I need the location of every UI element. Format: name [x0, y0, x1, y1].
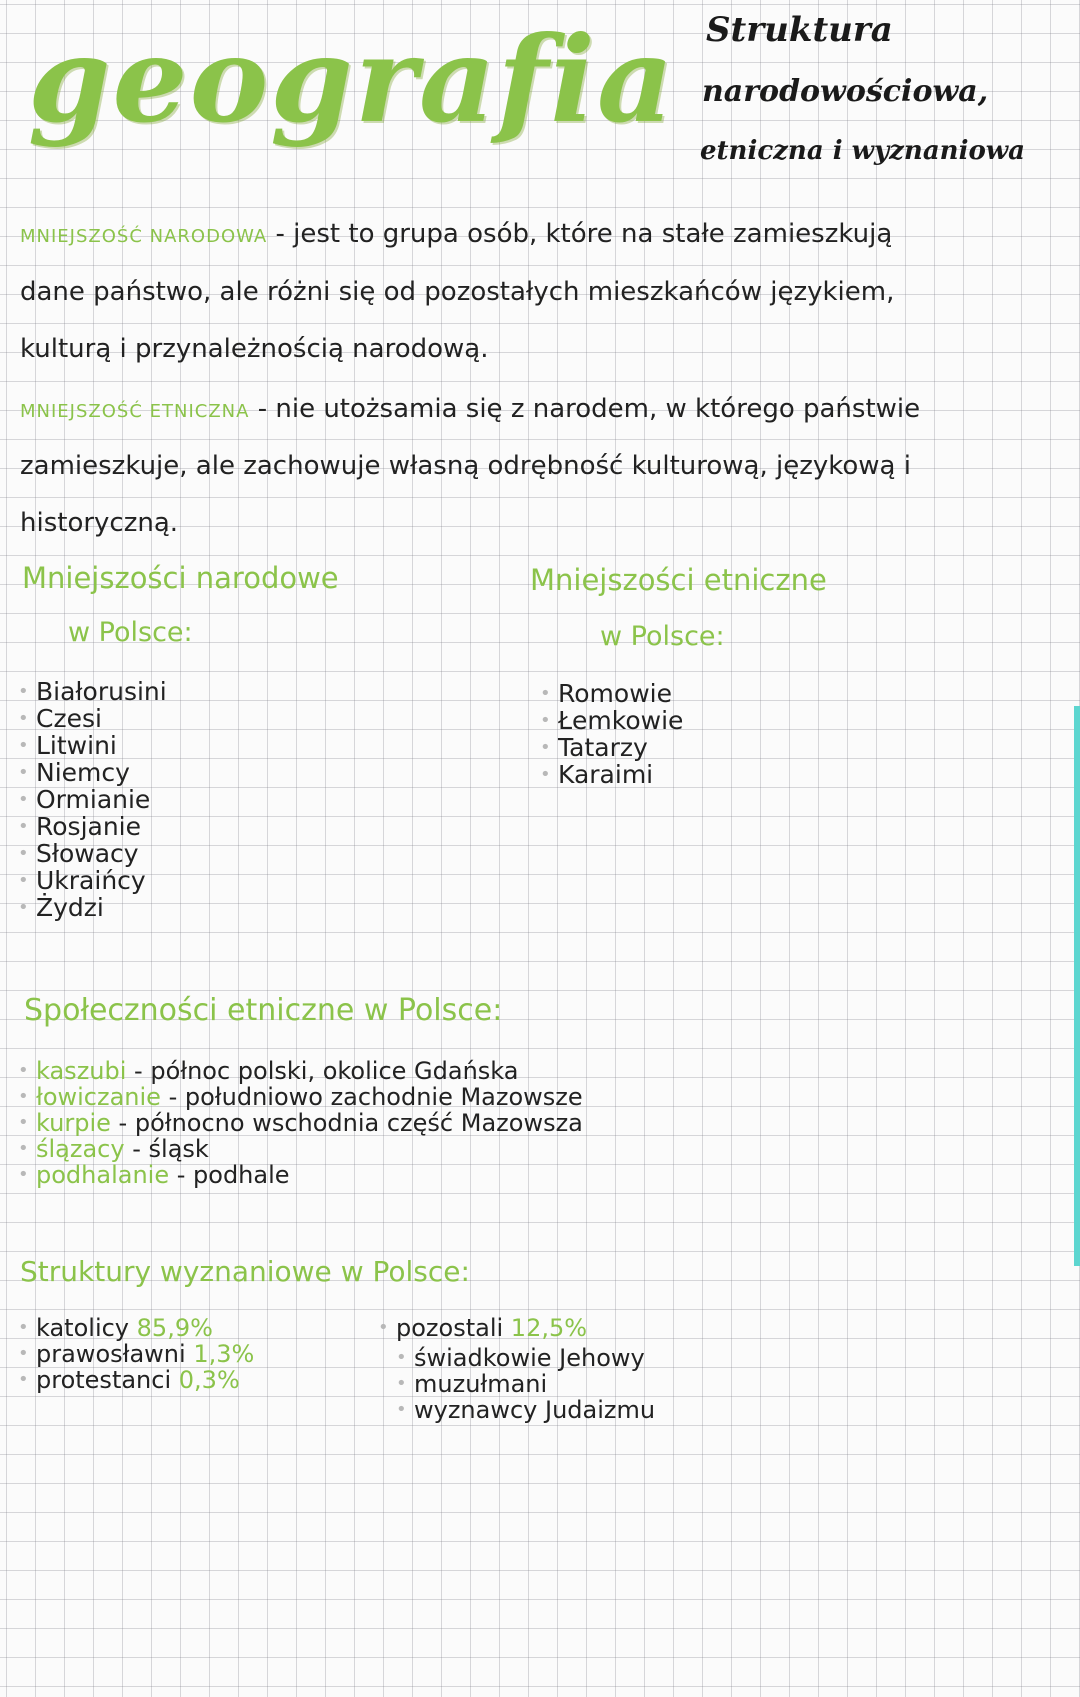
list-item: • wyznawcy Judaizmu — [396, 1397, 655, 1423]
list-item: • Żydzi — [18, 894, 167, 921]
list-item — [18, 1315, 254, 1341]
list-item: • Łemkowie — [540, 707, 683, 734]
page-title: geografia — [28, 10, 676, 149]
definition-term: MNIEJSZOŚĆ NARODOWA — [20, 226, 268, 247]
community-description: - północ polski, okolice Gdańska — [134, 1057, 519, 1085]
definition-text: - nie utożsamia się z narodem, w którego państwie — [257, 394, 921, 424]
religion-name: prawosławni — [36, 1340, 186, 1368]
list-item — [18, 1136, 583, 1162]
religion-others-examples — [396, 1345, 655, 1423]
list-item: • świadkowie Jehowy — [396, 1345, 655, 1371]
definition-ethnic-line-3: historyczną. — [20, 508, 179, 538]
religion-name: protestanci — [36, 1366, 172, 1394]
list-item: • Ormianie — [18, 786, 167, 813]
religion-value: 85,9% — [136, 1314, 213, 1342]
definition-national-line-2: dane państwo, ale różni się od pozostałych mieszkańców językiem, — [20, 277, 895, 307]
community-name: kurpie — [36, 1109, 111, 1137]
religion-name: katolicy — [36, 1314, 130, 1342]
community-name: kaszubi — [36, 1057, 127, 1085]
definition-term: MNIEJSZOŚĆ ETNICZNA — [20, 401, 250, 422]
list-item: • Tatarzy — [540, 734, 683, 761]
ethnic-minorities-subheading: w Polsce: — [600, 621, 725, 652]
subtitle-line-3: etniczna i wyznaniowa — [700, 136, 1026, 166]
community-description: - podhale — [176, 1161, 290, 1189]
religion-value: 1,3% — [193, 1340, 255, 1368]
list-item — [18, 1341, 254, 1367]
definition-national-line-1 — [20, 218, 892, 253]
list-item — [378, 1315, 587, 1341]
ethnic-communities-heading: Społeczności etniczne w Polsce: — [24, 993, 503, 1028]
list-item: • Niemcy — [18, 759, 167, 786]
list-item — [18, 1058, 583, 1084]
list-item — [18, 1110, 583, 1136]
definition-national-line-3: kulturą i przynależnością narodową. — [20, 334, 489, 364]
page-edge-marker — [1074, 706, 1080, 1266]
list-item: • Rosjanie — [18, 813, 167, 840]
community-description: - południowo zachodnie Mazowsze — [168, 1083, 583, 1111]
list-item — [18, 1367, 254, 1393]
definition-ethnic-line-1 — [20, 393, 920, 428]
list-item: • Romowie — [540, 680, 683, 707]
list-item: • Ukraińcy — [18, 867, 167, 894]
religious-structure-list — [18, 1315, 254, 1393]
definition-ethnic-line-2: zamieszkuje, ale zachowuje własną odrębność kulturową, językową i — [20, 451, 911, 481]
list-item — [18, 1162, 583, 1188]
list-item — [18, 1084, 583, 1110]
religion-value: 0,3% — [178, 1366, 240, 1394]
religion-others — [378, 1315, 587, 1341]
ethnic-minorities-heading: Mniejszości etniczne — [530, 563, 827, 597]
list-item: • Słowacy — [18, 840, 167, 867]
community-name: ślązacy — [36, 1135, 125, 1163]
subtitle-line-2: narodowościowa, — [702, 74, 989, 109]
national-minorities-list — [18, 678, 167, 921]
subtitle-line-1: Struktura — [706, 10, 893, 50]
religious-structure-heading: Struktury wyznaniowe w Polsce: — [20, 1255, 470, 1288]
community-name: podhalanie — [36, 1161, 170, 1189]
community-name: łowiczanie — [36, 1083, 161, 1111]
list-item: • Litwini — [18, 732, 167, 759]
ethnic-communities-list — [18, 1058, 583, 1188]
definition-text: - jest to grupa osób, które na stałe zamieszkują — [275, 219, 893, 249]
religion-value: 12,5% — [510, 1314, 588, 1342]
community-description: - śląsk — [132, 1135, 209, 1163]
list-item: • Czesi — [18, 705, 167, 732]
list-item: • Białorusini — [18, 678, 167, 705]
list-item: • muzułmani — [396, 1371, 655, 1397]
community-description: - północno wschodnia część Mazowsza — [118, 1109, 583, 1137]
national-minorities-subheading: w Polsce: — [68, 617, 193, 648]
ethnic-minorities-list — [540, 680, 683, 788]
list-item: • Karaimi — [540, 761, 683, 788]
religion-name: pozostali — [396, 1314, 504, 1342]
national-minorities-heading: Mniejszości narodowe — [22, 561, 339, 595]
